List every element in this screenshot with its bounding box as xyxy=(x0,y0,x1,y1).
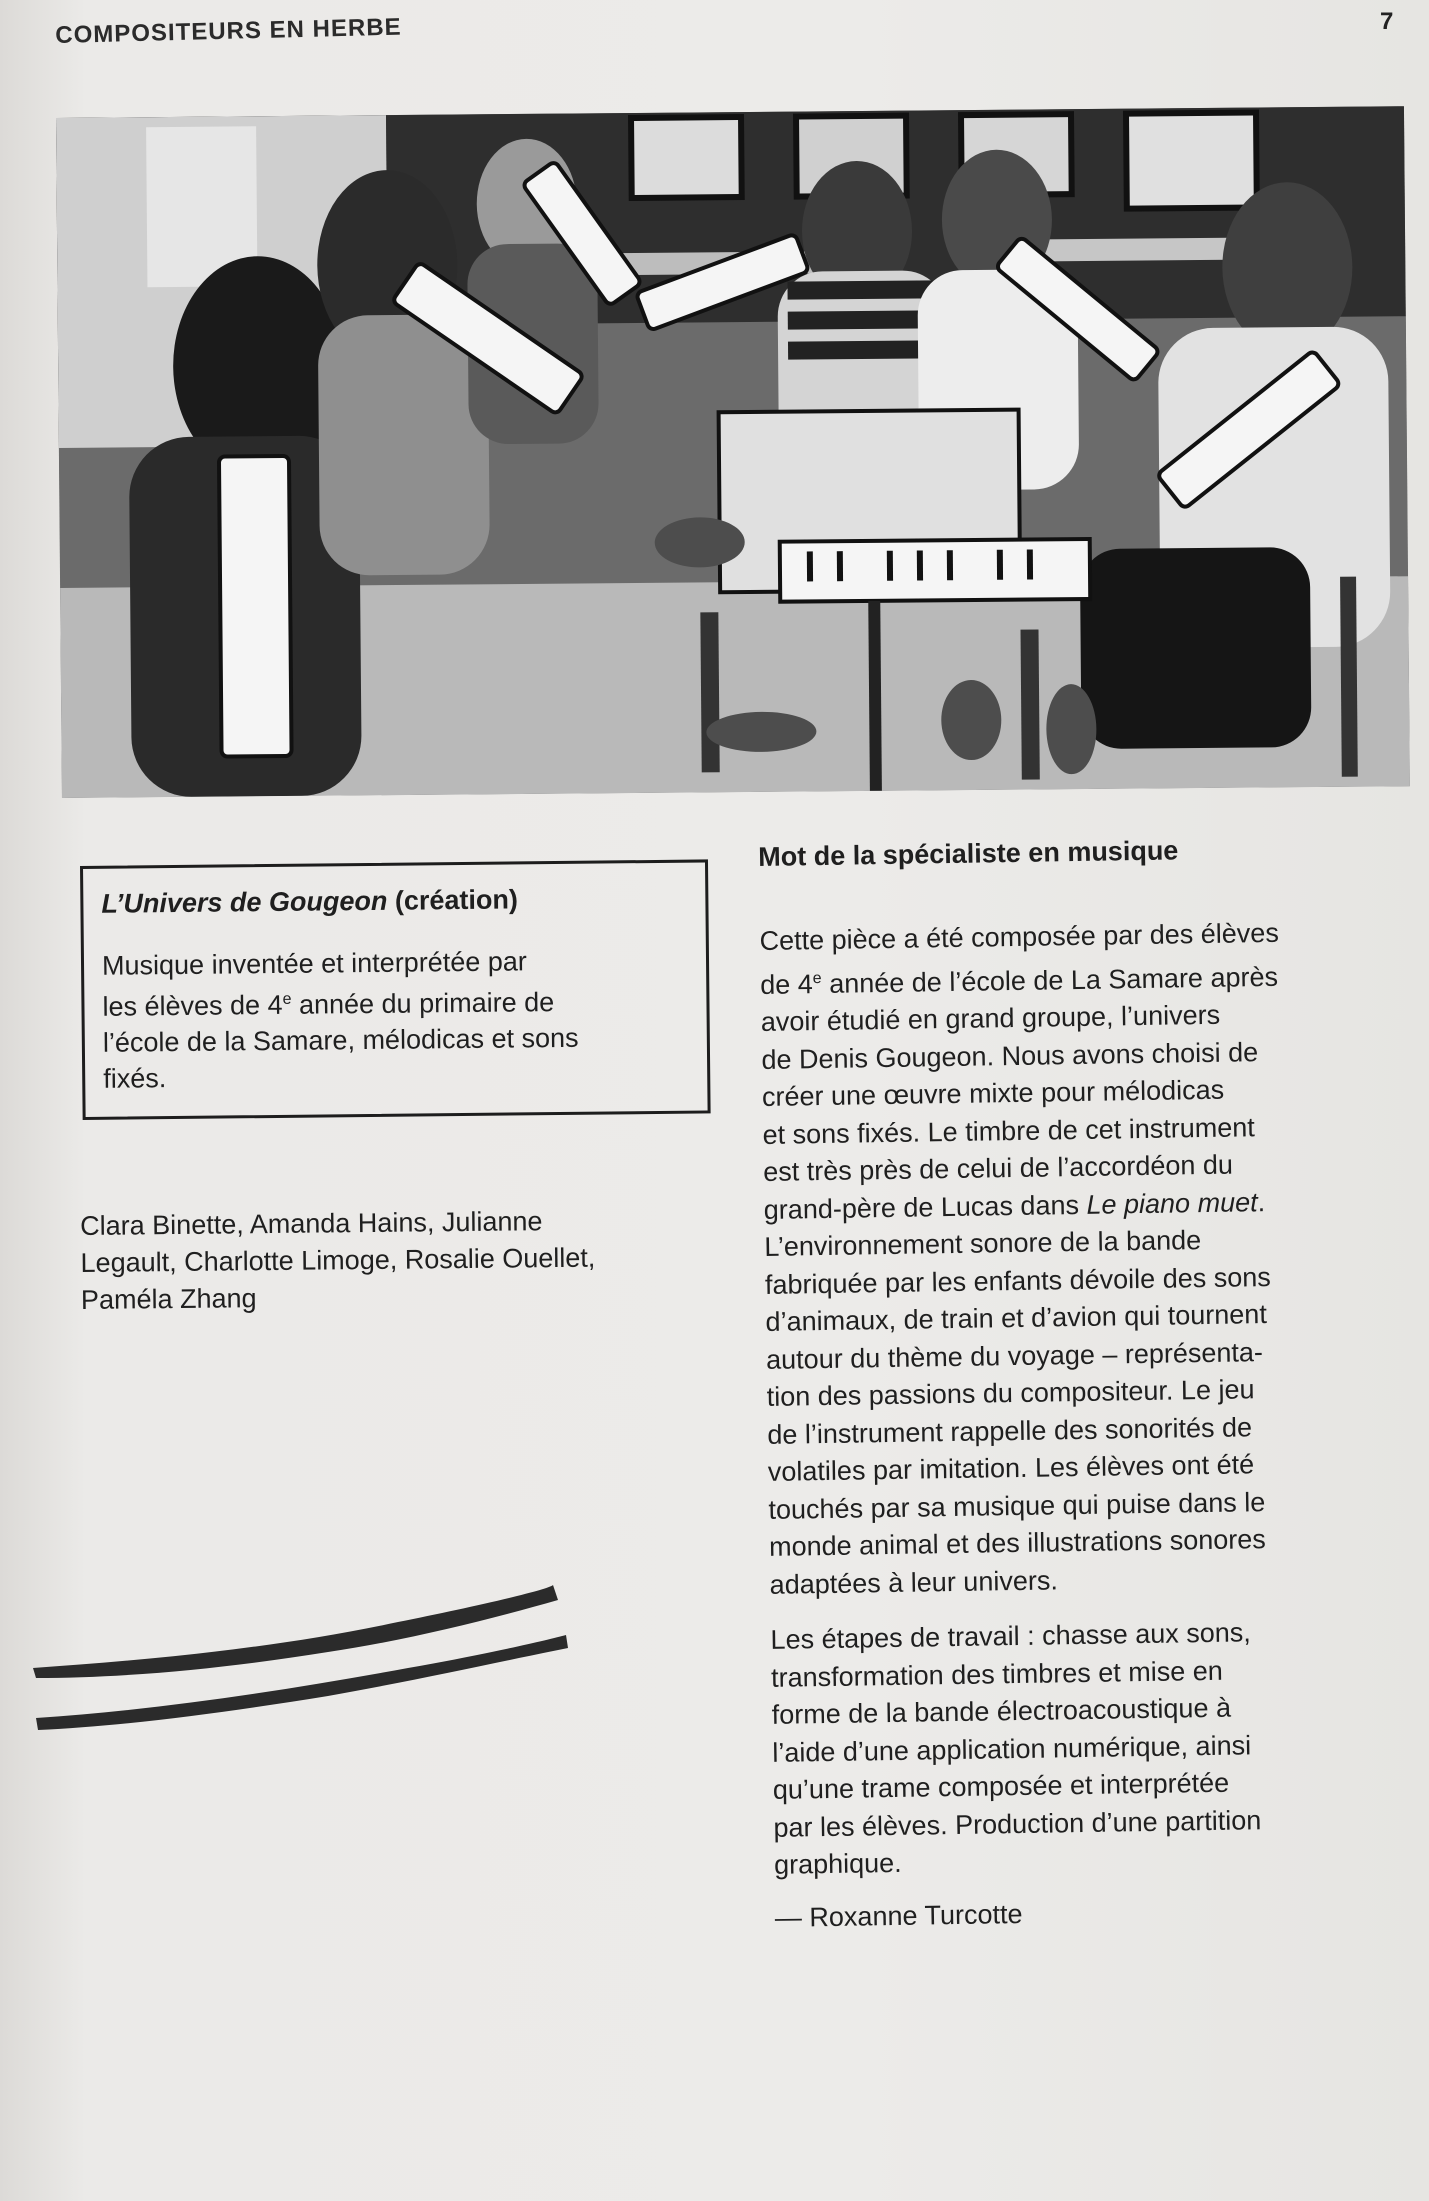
text-line: . xyxy=(1257,1186,1266,1217)
article xyxy=(758,832,1425,1934)
performers-list xyxy=(80,1201,721,1319)
page-number: 7 xyxy=(1380,8,1394,35)
text-line: graphique. xyxy=(773,1847,902,1880)
article-paragraph-2 xyxy=(770,1612,1424,1885)
credit-desc-line: année du primaire de xyxy=(291,987,555,1020)
text-line: de 4 xyxy=(760,968,814,1000)
performers-line: Legault, Charlotte Limoge, Rosalie Ouellet, xyxy=(80,1242,596,1278)
credit-desc-line: les élèves de 4 xyxy=(102,989,283,1022)
text-line: créer une œuvre mixte pour mélodicas xyxy=(761,1074,1225,1112)
credit-box xyxy=(80,859,711,1120)
text-line: forme de la bande électroacoustique à xyxy=(771,1692,1232,1730)
text-line: adaptées à leur univers. xyxy=(769,1564,1059,1600)
article-heading: Mot de la spécialiste en musique xyxy=(758,835,1179,872)
text-line: Cette pièce a été composée par des élèves xyxy=(759,917,1280,956)
credit-desc-line: Musique inventée et interprétée par xyxy=(101,946,527,981)
performers-line: Clara Binette, Amanda Hains, Julianne xyxy=(80,1206,543,1241)
text-line: grand-père de Lucas dans xyxy=(763,1189,1087,1225)
text-line: L’environnement sonore de la bande xyxy=(764,1225,1202,1262)
decorative-strokes xyxy=(28,1560,588,1730)
text-line: avoir étudié en grand groupe, l’univers xyxy=(760,999,1221,1037)
credit-desc-line: fixés. xyxy=(103,1063,167,1094)
text-line: transformation des timbres et mise en xyxy=(770,1655,1223,1693)
signature: — Roxanne Turcotte xyxy=(774,1898,1023,1933)
credit-description xyxy=(102,942,690,1097)
text-line: touchés par sa musique qui puise dans le xyxy=(768,1486,1266,1525)
work-title: L’Univers de Gougeon xyxy=(101,885,388,919)
text-line: de l’instrument rappelle des sonorités de xyxy=(767,1411,1253,1450)
article-paragraph-1 xyxy=(759,913,1420,1604)
book-title: Le piano muet xyxy=(1086,1186,1258,1220)
credit-desc-line: l’école de la Samare, mélodicas et sons xyxy=(102,1022,579,1058)
text-line: de Denis Gougeon. Nous avons choisi de xyxy=(761,1036,1259,1075)
text-line: volatiles par imitation. Les élèves ont été xyxy=(767,1449,1255,1487)
photo-students-melodicas-icon xyxy=(56,106,1410,798)
text-line: fabriquée par les enfants dévoile des sons xyxy=(764,1261,1271,1300)
superscript: e xyxy=(282,990,292,1008)
text-line: est très près de celui de l’accordéon du xyxy=(762,1149,1234,1187)
running-head: COMPOSITEURS EN HERBE xyxy=(55,13,402,49)
photo xyxy=(56,106,1410,798)
work-title-suffix: (création) xyxy=(387,884,519,916)
text-line: autour du thème du voyage – représenta- xyxy=(765,1336,1264,1375)
text-line: Les étapes de travail : chasse aux sons, xyxy=(770,1617,1251,1655)
text-line: qu’une trame composée et interprétée xyxy=(772,1767,1230,1805)
text-line: tion des passions du compositeur. Le jeu xyxy=(766,1374,1255,1412)
text-line: année de l’école de La Samare après xyxy=(821,961,1279,999)
credit-title xyxy=(101,883,687,920)
performers-line: Paméla Zhang xyxy=(80,1283,257,1315)
text-line: monde animal et des illustrations sonores xyxy=(768,1524,1267,1562)
text-line: par les élèves. Production d’une partition xyxy=(773,1804,1262,1843)
superscript: e xyxy=(812,969,822,987)
text-line: l’aide d’une application numérique, ainsi xyxy=(772,1729,1252,1768)
text-line: et sons fixés. Le timbre de cet instrument xyxy=(762,1111,1256,1150)
text-line: d’animaux, de train et d’avion qui tournent xyxy=(765,1299,1268,1337)
